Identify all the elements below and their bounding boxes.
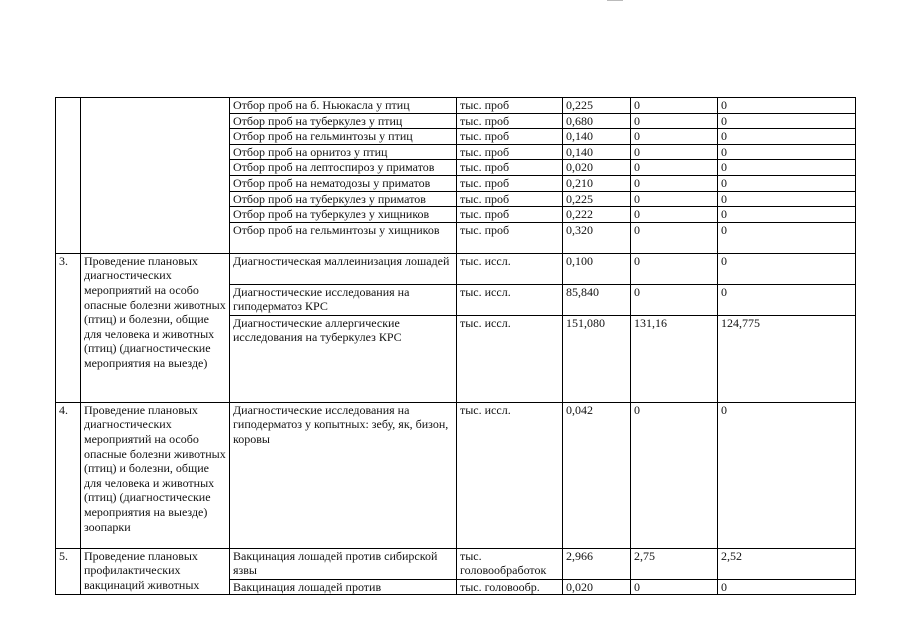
value-cell: 2,52 <box>718 548 856 579</box>
work-name-cell: Отбор проб на туберкулез у хищников <box>230 207 457 223</box>
value-cell: 0 <box>631 160 718 176</box>
value-cell: 0 <box>718 579 856 595</box>
value-cell: 0,100 <box>563 253 631 284</box>
value-cell: 85,840 <box>563 284 631 315</box>
value-cell: 0 <box>718 284 856 315</box>
work-name-cell: Отбор проб на нематодозы у приматов <box>230 175 457 191</box>
value-cell: 0,020 <box>563 160 631 176</box>
page-mark <box>607 0 623 1</box>
value-cell: 0,680 <box>563 113 631 129</box>
event-name-cell: Проведение плановых диагностических мероприятий на особо опасные болезни животных (птиц) и болезни, общие для человека и животных (птиц) (диагностические мероприятия на выезде) <box>81 253 230 402</box>
work-name-cell: Отбор проб на гельминтозы у хищников <box>230 222 457 253</box>
unit-cell: тыс. головообр. <box>457 579 563 595</box>
value-cell: 0 <box>718 113 856 129</box>
value-cell: 0 <box>631 284 718 315</box>
unit-cell: тыс. проб <box>457 98 563 114</box>
unit-cell: тыс. иссл. <box>457 315 563 402</box>
work-name-cell: Диагностические исследования на гиподерматоз у копытных: зебу, як, бизон, коровы <box>230 402 457 548</box>
value-cell: 0 <box>631 191 718 207</box>
value-cell: 2,75 <box>631 548 718 579</box>
value-cell: 0 <box>631 253 718 284</box>
unit-cell: тыс. головообработок <box>457 548 563 579</box>
value-cell: 0 <box>631 579 718 595</box>
value-cell: 0 <box>631 113 718 129</box>
value-cell: 0 <box>631 207 718 223</box>
unit-cell: тыс. проб <box>457 175 563 191</box>
value-cell: 0 <box>631 222 718 253</box>
value-cell: 0,140 <box>563 129 631 145</box>
value-cell: 0,020 <box>563 579 631 595</box>
value-cell: 0 <box>718 144 856 160</box>
unit-cell: тыс. иссл. <box>457 402 563 548</box>
row-number-cell <box>56 98 81 254</box>
unit-cell: тыс. иссл. <box>457 284 563 315</box>
unit-cell: тыс. иссл. <box>457 253 563 284</box>
unit-cell: тыс. проб <box>457 222 563 253</box>
value-cell: 2,966 <box>563 548 631 579</box>
value-cell: 0,320 <box>563 222 631 253</box>
value-cell: 0 <box>718 207 856 223</box>
work-name-cell: Вакцинация лошадей против <box>230 579 457 595</box>
value-cell: 0 <box>718 175 856 191</box>
value-cell: 0,210 <box>563 175 631 191</box>
unit-cell: тыс. проб <box>457 144 563 160</box>
value-cell: 0 <box>631 402 718 548</box>
work-name-cell: Отбор проб на туберкулез у приматов <box>230 191 457 207</box>
work-name-cell: Диагностические аллергические исследования на туберкулез КРС <box>230 315 457 402</box>
table-row <box>56 98 856 114</box>
table-row <box>56 402 856 548</box>
row-number-cell: 4. <box>56 402 81 548</box>
work-name-cell: Вакцинация лошадей против сибирской язвы <box>230 548 457 579</box>
value-cell: 0,222 <box>563 207 631 223</box>
row-number-cell: 5. <box>56 548 81 595</box>
value-cell: 0 <box>718 160 856 176</box>
value-cell: 151,080 <box>563 315 631 402</box>
unit-cell: тыс. проб <box>457 160 563 176</box>
value-cell: 0 <box>718 253 856 284</box>
work-name-cell: Отбор проб на орнитоз у птиц <box>230 144 457 160</box>
table-row <box>56 253 856 284</box>
value-cell: 0 <box>718 402 856 548</box>
value-cell: 0 <box>631 129 718 145</box>
work-name-cell: Отбор проб на гельминтозы у птиц <box>230 129 457 145</box>
work-name-cell: Диагностическая маллеинизация лошадей <box>230 253 457 284</box>
unit-cell: тыс. проб <box>457 113 563 129</box>
event-name-cell <box>81 98 230 254</box>
value-cell: 131,16 <box>631 315 718 402</box>
value-cell: 0,042 <box>563 402 631 548</box>
unit-cell: тыс. проб <box>457 191 563 207</box>
value-cell: 0 <box>631 144 718 160</box>
event-name-cell: Проведение плановых диагностических мероприятий на особо опасные болезни животных (птиц) и болезни, общие для человека и животных (птиц) (диагностические мероприятия на выезде) зоопарки <box>81 402 230 548</box>
unit-cell: тыс. проб <box>457 207 563 223</box>
work-name-cell: Отбор проб на туберкулез у птиц <box>230 113 457 129</box>
value-cell: 0,140 <box>563 144 631 160</box>
unit-cell: тыс. проб <box>457 129 563 145</box>
event-name-cell: Проведение плановых профилактических вакцинаций животных <box>81 548 230 595</box>
plan-table <box>55 97 856 595</box>
value-cell: 0 <box>631 98 718 114</box>
row-number-cell: 3. <box>56 253 81 402</box>
work-name-cell: Диагностические исследования на гиподерматоз КРС <box>230 284 457 315</box>
value-cell: 0 <box>631 175 718 191</box>
value-cell: 0 <box>718 98 856 114</box>
value-cell: 0 <box>718 191 856 207</box>
work-name-cell: Отбор проб на лептоспироз у приматов <box>230 160 457 176</box>
value-cell: 0,225 <box>563 191 631 207</box>
value-cell: 124,775 <box>718 315 856 402</box>
value-cell: 0 <box>718 129 856 145</box>
value-cell: 0 <box>718 222 856 253</box>
work-name-cell: Отбор проб на б. Ньюкасла у птиц <box>230 98 457 114</box>
value-cell: 0,225 <box>563 98 631 114</box>
table-row <box>56 548 856 579</box>
